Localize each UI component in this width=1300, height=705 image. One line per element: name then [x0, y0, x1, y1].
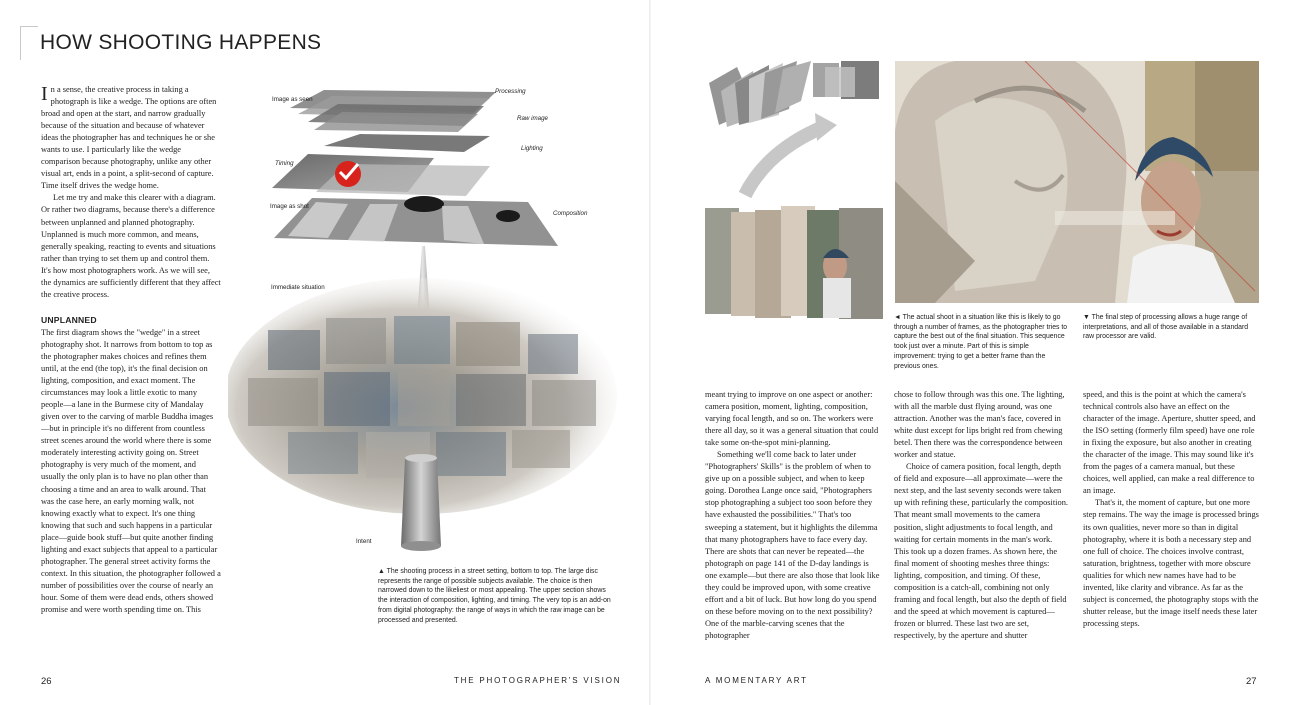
right-text-column-1 [705, 389, 880, 657]
final-processed-photo [895, 61, 1259, 303]
wedge-diagram [228, 78, 620, 562]
col2-paragraph-2: Choice of camera position, focal length, depth of field and exposure—all approximate—were the next step, and the last seventy seconds were taken up with refining these, particularly the composition. That meant small movements to the camera position, slight adjustments to focal length, and waiting for certain moments in the man's work. This took up a dozen frames. As shown here, the final moment of shooting meshes three things: lighting, composition, and timing. Of these, composition is a catch-all, combining not only framing and focal length, but also the depth of field and the speed at which movement is captured—frozen or blurred. These last two are set, respectively, by the aperture and shutter [894, 462, 1068, 640]
right-running-head: A MOMENTARY ART [705, 676, 808, 685]
left-text-column [41, 84, 221, 662]
label-immediate-situation: Immediate situation [271, 284, 325, 291]
sequence-caption: ◄ The actual shoot in a situation like this is likely to go through a number of frames, as the photographer tries to capture the best out of the final situation. This sequence took just over a minute. Part of this is simple improvement: trying to get a better frame than the previous ones. [894, 314, 1068, 370]
diagram-caption: ▲ The shooting process in a street setting, bottom to top. The large disc represents the range of possible subjects available. The choice is then narrowed down to the likeliest or most appealing. The upper section shows the interaction of composition, lighting, and timing. The very top is an add-on from digital photography: the range of ways in which the raw image can be processed and presented. [378, 568, 611, 624]
intro-paragraph-2: Let me try and make this clearer with a diagram. Or rather two diagrams, because there's a difference between unplanned and planned photography. Unplanned is much more common, and means, generally speaking, reacting to events and situations rather than trying to set them up and control them. It's how most photographers work. As we will see, the dynamics are sufficiently different that they affect the creative process. [41, 193, 221, 299]
frame-fan-graphic [705, 61, 881, 201]
unplanned-paragraph: The first diagram shows the "wedge" in a street photography shot. It narrows from bottom to top as the photographer makes choices and refines them until, at the end (the top), it's the final decision on lighting, composition, and exact moment. The circumstances may look a little exotic to many people—a lane in the Burmese city of Mandalay given over to the carving of marble Buddha images—but in principle it's no different from countless street scenes around the world where there is some moderately interesting activity going on. Street photography is very much of the moment, and usually the only plan is to have no plan other than choosing a time and an area to walk around. That was the case here, an early morning walk, not knowing exactly what to expect. It's one thing knowing that such and such happens in a particular place—guide book stuff—but quite another finding lighting and exact subjects that appeal to a particular photographer. The general street activity forms the context. In this situation, the photographer followed a number of possibilities over the course of nearly an hour. Some of them were dead ends, others showed promise and were worth spending time on. This [41, 327, 221, 614]
col2-paragraph-1: chose to follow through was this one. The lighting, with all the marble dust flying around, was one attraction. Another was the man's face, covered in white dust except for lips bright red from chewing betel. Then there was the correspondence between worker and statue. [894, 390, 1065, 460]
col3-paragraph-2: That's it, the moment of capture, but one more step remains. The way the image is processed brings its own qualities, never more so than in digital photography, where it is both a necessary step and one full of choice. The choices involve contrast, saturation, brightness, together with more obscure qualities for which new names have had to be invented, like clarity and vibrance. As far as the subject is concerned, the photography stops with the shutter release, but the image itself needs these later processing steps. [1083, 498, 1259, 628]
col3-paragraph-1: speed, and this is the point at which the camera's technical controls also have an effect on the character of the image. Aperture, shutter speed, and the ISO setting (formerly film speed) have one role in fixing the exposure, but also another in creating the character of the image. This may sound like it's from the pages of a camera manual, but these choices, well applied, can make a real difference to an image. [1083, 390, 1256, 496]
timing-planes [272, 154, 490, 196]
right-text-column-3 [1083, 389, 1260, 657]
label-lighting: Lighting [521, 145, 543, 152]
col1-paragraph-1: meant trying to improve on one aspect or another: camera position, moment, lighting, composition, varying focal length, and so on. The workers were there all day, so it was a general situation that could take some on-the-spot mini-planning. [705, 390, 879, 448]
left-folio: 26 [41, 676, 52, 687]
label-composition: Composition [553, 210, 588, 217]
label-intent: Intent [356, 538, 372, 545]
corner-mark [20, 26, 38, 60]
crowd-texture [248, 316, 596, 478]
processing-layers [290, 90, 496, 132]
label-timing: Timing [275, 160, 294, 167]
left-running-head: THE PHOTOGRAPHER'S VISION [454, 676, 622, 685]
final-image-caption: ▼ The final step of processing allows a huge range of interpretations, and all of those available in a standard raw processor are valid. [1083, 314, 1249, 341]
intent-base [401, 458, 441, 546]
col1-paragraph-2: Something we'll come back to later under "Photographers' Skills" is the problem of when to give up on a possible subject, and when to keep going. Dorothea Lange once said, "Photographers stop photographing a subject too soon before they have exhausted the possibilities." That's too sweeping a statement, but it highlights the dilemma that many photographers have to face every day. There are shots that can never be repeated—the photograph on page 141 of the D-day landings is one example—but there are also those that look like they could be improved upon, with some creative effort and a bit of luck. But how long do you spend on these before moving on to the next possibility? One of the marble-carving scenes that the photographer [705, 450, 880, 640]
page-gutter [649, 0, 651, 705]
right-text-column-2 [894, 389, 1068, 657]
label-image-as-seen: Image as seen [272, 96, 313, 103]
sequence-photo-strip [705, 206, 883, 319]
label-image-as-shot: Image as shot [270, 203, 309, 210]
label-raw-image: Raw image [517, 115, 548, 122]
lighting-plane [324, 134, 490, 152]
drop-cap: I [41, 84, 48, 105]
page-title: HOW SHOOTING HAPPENS [40, 31, 322, 54]
right-folio: 27 [1246, 676, 1257, 687]
section-heading-unplanned: UNPLANNED [41, 314, 97, 325]
label-processing: Processing [495, 88, 526, 95]
intro-paragraph-1: In a sense, the creative process in taking a photograph is like a wedge. The options are often broad and open at the start, and narrow gradually because of the situation and because of whatever ideas the photographer has and techniques he or she wants to use. I particularly like the wedge comparison because photography, unlike any other visual art, ends in a point, a split-second of capture. Time itself drives the wedge home. [41, 84, 217, 191]
